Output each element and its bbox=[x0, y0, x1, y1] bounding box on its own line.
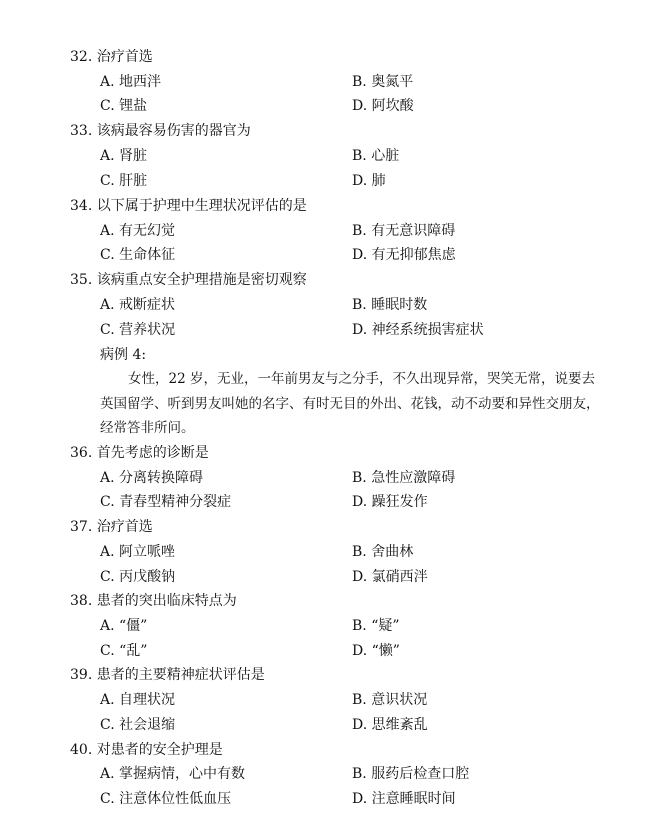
option-33-a: A. 肾脏 bbox=[100, 148, 148, 164]
option-36-b: B. 急性应激障碍 bbox=[352, 470, 456, 486]
option-39-a: A. 自理状况 bbox=[100, 692, 176, 708]
option-39-d: D. 思维紊乱 bbox=[352, 717, 428, 733]
case-title: 病例 4: bbox=[100, 347, 147, 363]
option-34-d: D. 有无抑郁焦虑 bbox=[352, 247, 456, 263]
option-34-a: A. 有无幻觉 bbox=[100, 223, 176, 239]
option-38-b: B. “疑” bbox=[352, 618, 400, 634]
option-32-d: D. 阿坎酸 bbox=[352, 98, 414, 114]
option-38-d: D. “懒” bbox=[352, 643, 400, 659]
option-38-a: A. “僵” bbox=[100, 618, 148, 634]
option-35-b: B. 睡眠时数 bbox=[352, 297, 428, 313]
option-40-c: C. 注意体位性低血压 bbox=[100, 791, 232, 807]
option-37-c: C. 丙戊酸钠 bbox=[100, 569, 176, 585]
question-35: 35. 该病重点安全护理措施是密切观察 bbox=[70, 272, 307, 288]
option-37-a: A. 阿立哌唑 bbox=[100, 544, 176, 560]
option-34-b: B. 有无意识障碍 bbox=[352, 223, 456, 239]
option-33-b: B. 心脏 bbox=[352, 148, 400, 164]
option-35-a: A. 戒断症状 bbox=[100, 297, 176, 313]
option-35-d: D. 神经系统损害症状 bbox=[352, 322, 484, 338]
option-39-c: C. 社会退缩 bbox=[100, 717, 176, 733]
option-40-b: B. 服药后检查口腔 bbox=[352, 766, 470, 782]
option-39-b: B. 意识状况 bbox=[352, 692, 428, 708]
option-36-a: A. 分离转换障碍 bbox=[100, 470, 204, 486]
question-32: 32. 治疗首选 bbox=[70, 49, 153, 65]
option-32-a: A. 地西泮 bbox=[100, 74, 162, 90]
option-36-d: D. 躁狂发作 bbox=[352, 494, 428, 510]
question-33: 33. 该病最容易伤害的器官为 bbox=[70, 123, 251, 139]
question-34: 34. 以下属于护理中生理状况评估的是 bbox=[70, 198, 307, 214]
option-40-d: D. 注意睡眠时间 bbox=[352, 791, 456, 807]
case-text-line-3: 经常答非所问。 bbox=[100, 420, 195, 436]
question-38: 38. 患者的突出临床特点为 bbox=[70, 593, 237, 609]
option-36-c: C. 青春型精神分裂症 bbox=[100, 494, 232, 510]
option-37-b: B. 舍曲林 bbox=[352, 544, 414, 560]
option-32-b: B. 奥氮平 bbox=[352, 74, 414, 90]
option-35-c: C. 营养状况 bbox=[100, 322, 176, 338]
option-34-c: C. 生命体征 bbox=[100, 247, 176, 263]
case-text-line-1: 女性，22 岁，无业，一年前男友与之分手，不久出现异常，哭笑无常，说要去 bbox=[128, 371, 595, 387]
option-32-c: C. 锂盐 bbox=[100, 98, 148, 114]
option-38-c: C. “乱” bbox=[100, 643, 148, 659]
option-37-d: D. 氯硝西泮 bbox=[352, 569, 428, 585]
option-40-a: A. 掌握病情，心中有数 bbox=[100, 766, 246, 782]
question-36: 36. 首先考虑的诊断是 bbox=[70, 445, 209, 461]
question-37: 37. 治疗首选 bbox=[70, 519, 153, 535]
case-text-line-2: 英国留学、听到男友叫她的名字、有时无目的外出、花钱，动不动要和异性交朋友， bbox=[100, 396, 600, 412]
question-39: 39. 患者的主要精神症状评估是 bbox=[70, 667, 265, 683]
question-40: 40. 对患者的安全护理是 bbox=[70, 742, 223, 758]
option-33-d: D. 肺 bbox=[352, 173, 386, 189]
option-33-c: C. 肝脏 bbox=[100, 173, 148, 189]
